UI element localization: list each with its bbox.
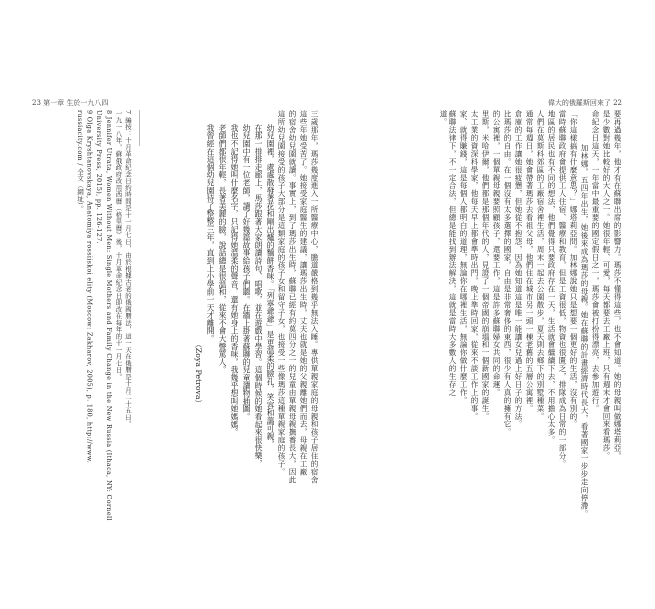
body-column: 三歲那年，瑪莎幾度進入一所醫療中心，膽道嚴格到幾乎無法入睡。專供單親家庭的母親和孩子居住的宿舍 [310,110,319,484]
right-body-columns [332,110,622,530]
body-column: 通常每週日，她會帶著瑪莎去看祖父母，他們住在城市另一頭一棟老舊的五層公寓裡。 [525,110,534,413]
body-column: 要再過幾年，他才有在蘇聯出席的影響力。瑪莎不懂得這些，也不會知道。她的母親叫做娜塔莉亞， [613,110,622,460]
left-page-header: 23 第一章 生於一九八四 [32,99,109,107]
body-column: 當時蘇聯政府會提供工人住宿、醫療和教育，但是工資很低，物資也很匱乏，排隊成為日常的一部分。 [558,110,567,468]
body-column: 里斯，米哈伊爾，他們都是那個年代的人，見證了一個帝國的崩塌和一個新國家的誕生。 [481,110,490,421]
footnote-line: russiacity.com / 全文（網址）。 [76,110,85,213]
body-column: 這些年她受苦了。她接受家庭醫生的建議，讓瑪莎出生時，丈夫也就是她的父親離她們而去，母親在工廠 [299,110,308,476]
body-column: 這所幼兒園接受的孩子大部分是這類家庭的孩子女和留守子女，也接受一些像瑪莎這種單親家庭的孩子。 [277,110,286,476]
right-page-header: 偉大的俄羅斯回來了 22 [547,99,622,107]
left-body-columns [169,110,319,530]
quote-column: 在那一排排走廊上，馬莎跟著大家朗讀詩句、唱歌，並在遊戲中學習。這個時候的她看起來很快樂， [254,124,263,468]
quote-column: 幼兒園裡，處處散發著花和剛出爐的麵餅香味。「列寧爺爺」是更溫柔的臉孔，笑容和藹可親， [266,124,275,448]
quote-attribution: （Zoya Petrova） [194,340,203,408]
quote-column: 我也不記得她叫什麼名字，只記得她溫柔的聲音，還有她身上的香味，我幾乎想叫她媽媽。 [230,124,239,436]
footnote-divider [139,110,140,146]
body-column: 倉庫的工作讓她很疲憊，但她從不抱怨，因為她知道這是唯一能讓女兒過上好日子的方法。 [514,110,523,428]
body-column: 太工業的資深科學家，他每天早上都會準時出門，晚上準時回家，從來不談工作上的事。 [470,110,479,421]
footnote-line: 9 Olga Kryshtanovskaya, Anatomiya rossiiskoi elity (Moscow: Zakharov, 2005), p. 180, http://www. [85,110,94,464]
body-column: 是少數對她比較好的大人之一。她很年輕、可愛，每天都要去工廠上班，只有週末才會回來看瑪莎。 [602,110,611,460]
body-column: 人們在莫斯科郊區的工廠宿舍裡生活，周末一起去公園散步，夏天則去鄉下的別墅種菜。 [536,110,545,421]
body-column: 的公寓裡，一個單親母親要照顧孩子，還要工作，這是許多蘇聯婦女共同的命運。 [492,110,501,397]
footnotes [34,110,146,530]
quote-column: 幼兒園中有一位老師，讀了好幾篇故事給孩子們聽。在牆上掛著蘇聯的兒童讀物插圖。 [242,124,251,421]
body-column: 家、就得賺錢，這是每個人都明白的道理，無論你在哪裡生活，無論你做什麼工作。 [459,110,468,405]
right-page [332,99,622,530]
footnote-line: University Press, 2015), pp. 126-127. [95,110,104,244]
body-column: 加林娜，五四年出生，她後來成為瑪莎的母親。她在蘇聯的計畫經濟時代長大，看著國家一步步走向停滯。 [580,144,589,518]
body-column: 比瑪莎的自由。在一個沒有太多選擇的國家，自由是非常奢侈的東西，很少有人真的擁有它。 [503,110,512,436]
footnote-line: 一九一八年，蘇俄政府改用西曆（格里曆）後，十月革命紀念日即改在每年的十一月七日。 [114,110,123,380]
quote-column: 老師們都很年輕，長著美麗的臉，說話總是很溫和，從來不會大聲罵人。 [218,124,227,374]
footnote-line: 7 編按：十月革命紀念日約時間是十一月七日，由於根據古老的俄國曆法，這一天在俄曆是十月二十五日。 [124,110,132,428]
left-page [32,99,319,530]
body-column: 「你這樣搞有什麼意思？」娜塔莉亞問。加林娜說她只是想要一個更好的生活，沒有別的。 [569,110,578,428]
quote-column: 我曾經在這個幼兒園待了整整三年，直到上小學前一天才離開。 [206,124,215,343]
footnote-line: 8 Jennifer Utrata, Women Without Men: Single Mothers and Family Change in the New Russia (Ithaca, NY: Cornell [104,110,113,521]
body-column: 蘇聯法律下，不一定合法，但總是能找到辦法解決，這就是當時大多數人的生存之道。 [439,110,457,397]
body-column: 的宿舍幼兒園就讀。事實上，到了瑪莎出生時，蘇聯已經有約莫四分之一的兒童由單親母親撫養長大，因此 [288,110,297,484]
body-column: 命紀念日這天，一年當中最重要的國定假日之一，瑪莎會被打扮得漂亮，去參加遊行。 [591,110,600,413]
body-column: 地區的居民也有不同的想法，他們覺得只要政府存在一天，生活就會繼續下去，不用擔心太多。 [547,110,556,444]
